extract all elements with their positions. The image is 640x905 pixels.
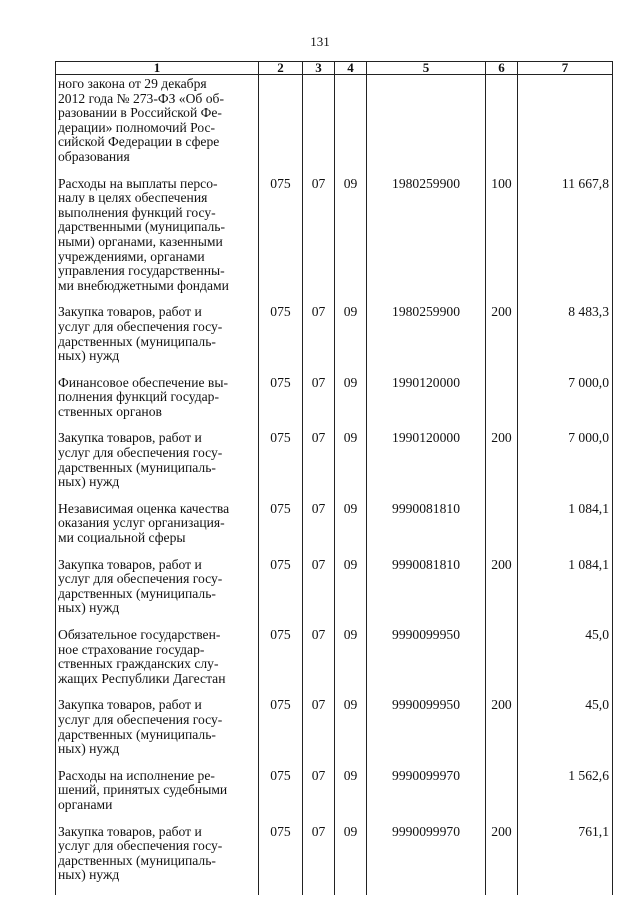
target-article-cell: 9990081810 — [367, 502, 486, 558]
item-name-line: образования — [58, 148, 130, 164]
item-name-line: Расходы на исполнение ре- — [58, 767, 215, 783]
subsection-code-cell: 09 — [335, 769, 367, 825]
section-code-cell: 07 — [303, 305, 335, 375]
table-row — [56, 628, 613, 698]
item-name-cell — [56, 698, 259, 768]
item-name-line: услуг для обеспечения госу- — [58, 445, 223, 461]
amount-cell: 7 000,0 — [518, 376, 613, 432]
column-header-6: 6 — [486, 62, 518, 75]
expense-type-cell: 200 — [486, 558, 518, 628]
subsection-code-cell: 09 — [335, 558, 367, 628]
item-name-line: управления государственны- — [58, 263, 225, 279]
item-name-line: шений, принятых судебными — [58, 782, 228, 798]
header-row — [56, 62, 613, 75]
item-name-line: услуг для обеспечения госу- — [58, 838, 223, 854]
item-name-line: учреждениями, органами — [58, 248, 205, 264]
item-name-line: ных) нужд — [58, 348, 120, 364]
amount-cell: 1 562,6 — [518, 769, 613, 825]
table-row — [56, 825, 613, 895]
section-code-cell: 07 — [303, 698, 335, 768]
item-name-line: оказания услуг организация- — [58, 515, 225, 531]
target-article-cell: 9990099970 — [367, 769, 486, 825]
expense-type-cell — [486, 376, 518, 432]
item-name-line: Финансовое обеспечение вы- — [58, 374, 228, 390]
table-row — [56, 698, 613, 768]
table-row — [56, 502, 613, 558]
ministry-code-cell: 075 — [259, 825, 303, 895]
column-header-5: 5 — [367, 62, 486, 75]
item-name-line: Закупка товаров, работ и — [58, 304, 202, 320]
subsection-code-cell: 09 — [335, 177, 367, 306]
item-name-line: ного закона от 29 декабря — [58, 76, 207, 91]
item-name-line: ственных органов — [58, 403, 162, 419]
expense-type-cell: 200 — [486, 431, 518, 501]
amount-cell: 45,0 — [518, 698, 613, 768]
section-code-cell: 07 — [303, 502, 335, 558]
subsection-code-cell: 09 — [335, 825, 367, 895]
item-name-line: услуг для обеспечения госу- — [58, 571, 223, 587]
expense-type-cell: 200 — [486, 698, 518, 768]
item-name-line: дарственных (муниципаль- — [58, 459, 216, 475]
item-name-line: 2012 года № 273-ФЗ «Об об- — [58, 90, 224, 106]
item-name-line: ное страхование государ- — [58, 641, 205, 657]
item-name-line: дарственных (муниципаль- — [58, 726, 216, 742]
ministry-code-cell — [259, 75, 303, 177]
target-article-cell: 1990120000 — [367, 376, 486, 432]
item-name-line: дарственными (муниципаль- — [58, 219, 226, 235]
amount-cell: 11 667,8 — [518, 177, 613, 306]
column-header-7: 7 — [518, 62, 613, 75]
item-name-line: жащих Республики Дагестан — [58, 670, 226, 686]
amount-cell: 1 084,1 — [518, 502, 613, 558]
item-name-line: Расходы на выплаты персо- — [58, 175, 218, 191]
item-name-line: органами — [58, 796, 113, 812]
item-name-line: ных) нужд — [58, 741, 120, 757]
subsection-code-cell: 09 — [335, 431, 367, 501]
item-name-line: налу в целях обеспечения — [58, 190, 208, 206]
ministry-code-cell: 075 — [259, 376, 303, 432]
target-article-cell: 1980259900 — [367, 305, 486, 375]
item-name-line: Независимая оценка качества — [58, 500, 230, 516]
ministry-code-cell: 075 — [259, 698, 303, 768]
item-name-line: Закупка товаров, работ и — [58, 430, 202, 446]
subsection-code-cell: 09 — [335, 502, 367, 558]
item-name-cell — [56, 177, 259, 306]
section-code-cell: 07 — [303, 177, 335, 306]
target-article-cell: 9990081810 — [367, 558, 486, 628]
item-name-line: ных) нужд — [58, 600, 120, 616]
item-name-line: Закупка товаров, работ и — [58, 556, 202, 572]
item-name-line: ми внебюджетными фондами — [58, 277, 229, 293]
expense-type-cell — [486, 769, 518, 825]
expense-type-cell: 200 — [486, 305, 518, 375]
expense-type-cell: 200 — [486, 825, 518, 895]
item-name-line: Закупка товаров, работ и — [58, 697, 202, 713]
item-name-line: полнения функций государ- — [58, 389, 219, 405]
table-row — [56, 177, 613, 306]
expense-type-cell — [486, 75, 518, 177]
subsection-code-cell: 09 — [335, 376, 367, 432]
target-article-cell: 9990099950 — [367, 698, 486, 768]
item-name-line: дарственных (муниципаль- — [58, 333, 216, 349]
item-name-cell — [56, 75, 259, 177]
subsection-code-cell: 09 — [335, 305, 367, 375]
expense-type-cell: 100 — [486, 177, 518, 306]
amount-cell: 7 000,0 — [518, 431, 613, 501]
expense-type-cell — [486, 628, 518, 698]
section-code-cell: 07 — [303, 558, 335, 628]
item-name-line: дарственных (муниципаль- — [58, 585, 216, 601]
ministry-code-cell: 075 — [259, 431, 303, 501]
amount-cell: 8 483,3 — [518, 305, 613, 375]
item-name-line: ными) органами, казенными — [58, 233, 223, 249]
column-header-3: 3 — [303, 62, 335, 75]
item-name-line: Закупка товаров, работ и — [58, 823, 202, 839]
column-header-1: 1 — [56, 62, 259, 75]
table-row — [56, 376, 613, 432]
amount-cell: 1 084,1 — [518, 558, 613, 628]
item-name-line: услуг для обеспечения госу- — [58, 711, 223, 727]
section-code-cell: 07 — [303, 769, 335, 825]
budget-table-container — [55, 60, 612, 883]
table-row — [56, 75, 613, 177]
table-row — [56, 305, 613, 375]
subsection-code-cell: 09 — [335, 628, 367, 698]
expense-type-cell — [486, 502, 518, 558]
item-name-line: ми социальной сферы — [58, 530, 186, 546]
section-code-cell: 07 — [303, 825, 335, 895]
target-article-cell: 1990120000 — [367, 431, 486, 501]
column-header-2: 2 — [259, 62, 303, 75]
ministry-code-cell: 075 — [259, 558, 303, 628]
ministry-code-cell: 075 — [259, 769, 303, 825]
section-code-cell: 07 — [303, 431, 335, 501]
ministry-code-cell: 075 — [259, 628, 303, 698]
ministry-code-cell: 075 — [259, 177, 303, 306]
item-name-line: дарственных (муниципаль- — [58, 852, 216, 868]
item-name-cell — [56, 628, 259, 698]
item-name-cell — [56, 825, 259, 895]
amount-cell: 45,0 — [518, 628, 613, 698]
amount-cell: 761,1 — [518, 825, 613, 895]
target-article-cell: 9990099950 — [367, 628, 486, 698]
item-name-cell — [56, 376, 259, 432]
table-header — [56, 62, 613, 75]
item-name-line: дерации» полномочий Рос- — [58, 119, 216, 135]
budget-table — [55, 61, 613, 895]
item-name-line: Обязательное государствен- — [58, 627, 221, 642]
ministry-code-cell: 075 — [259, 305, 303, 375]
page-number: 131 — [310, 34, 330, 49]
item-name-line: ных) нужд — [58, 867, 120, 883]
item-name-line: услуг для обеспечения госу- — [58, 318, 223, 334]
item-name-line: ственных гражданских слу- — [58, 656, 219, 672]
subsection-code-cell — [335, 75, 367, 177]
section-code-cell: 07 — [303, 628, 335, 698]
subsection-code-cell: 09 — [335, 698, 367, 768]
table-body — [56, 75, 613, 895]
section-code-cell: 07 — [303, 376, 335, 432]
item-name-cell — [56, 558, 259, 628]
item-name-cell — [56, 769, 259, 825]
column-header-4: 4 — [335, 62, 367, 75]
item-name-line: сийской Федерации в сфере — [58, 134, 220, 150]
item-name-line: ных) нужд — [58, 474, 120, 490]
target-article-cell: 9990099970 — [367, 825, 486, 895]
section-code-cell — [303, 75, 335, 177]
item-name-line: выполнения функций госу- — [58, 204, 216, 220]
table-row — [56, 431, 613, 501]
item-name-cell — [56, 502, 259, 558]
amount-cell — [518, 75, 613, 177]
item-name-cell — [56, 431, 259, 501]
item-name-cell — [56, 305, 259, 375]
target-article-cell: 1980259900 — [367, 177, 486, 306]
item-name-line: разовании в Российской Фе- — [58, 105, 222, 121]
table-row — [56, 769, 613, 825]
table-row — [56, 558, 613, 628]
target-article-cell — [367, 75, 486, 177]
ministry-code-cell: 075 — [259, 502, 303, 558]
